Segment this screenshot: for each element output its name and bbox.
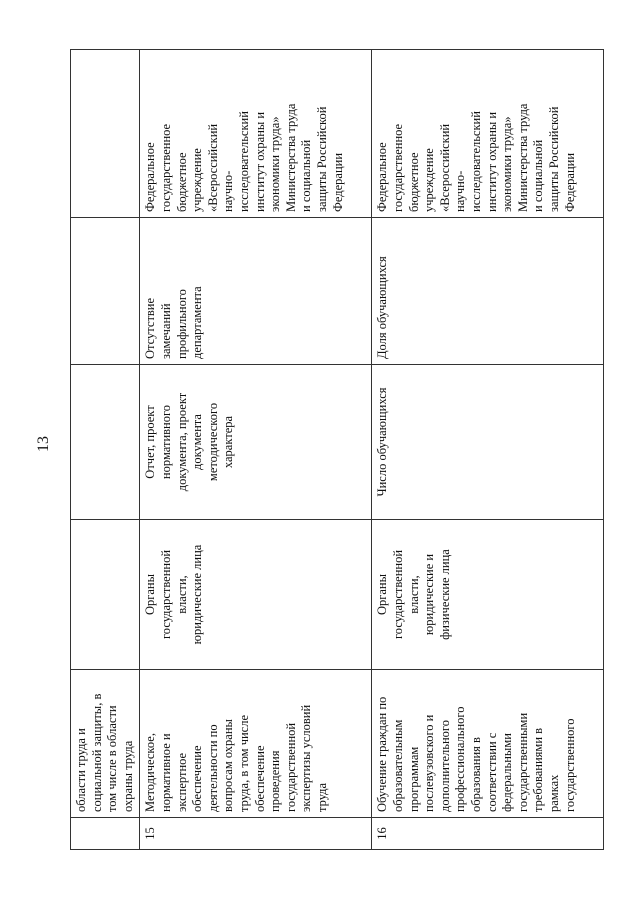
service-indicator: Отсутствие замечаний профильного департамента (143, 286, 205, 359)
service-result: Отчет, проект нормативного документа, проект документа методического характера (143, 392, 236, 492)
cell-indicator (71, 218, 140, 365)
service-consumers: Органы государственной власти, юридические лица (143, 544, 205, 645)
cell-indicator (372, 218, 604, 365)
service-name: Обучение граждан по образовательным программам послевузовского и дополнительного профессионального образования в соответствии с федеральными государственными требованиями в рамках государственного (375, 696, 577, 812)
cell-consumers (372, 520, 604, 670)
cell-num (140, 818, 372, 850)
services-table (70, 49, 604, 850)
table-row (372, 50, 604, 850)
cell-result (372, 365, 604, 520)
table-row (140, 50, 372, 850)
row-number: 15 (143, 827, 158, 840)
cell-executor (71, 50, 140, 218)
row-number: 16 (375, 827, 390, 840)
service-result: Число обучающихся (375, 387, 390, 497)
page-number: 13 (35, 436, 52, 452)
cell-executor (372, 50, 604, 218)
cell-num (372, 818, 604, 850)
cell-result (71, 365, 140, 520)
service-name: Методическое, нормативное и экспертное обеспечение деятельности по вопросам охраны труда, в том числе обеспечение проведения государственной экспертизы условий труда (143, 704, 329, 812)
cell-num (71, 818, 140, 850)
rotated-table-wrapper (70, 50, 600, 850)
cell-executor (140, 50, 372, 218)
cell-name (372, 670, 604, 818)
cell-result (140, 365, 372, 520)
service-executor: Федеральное государственное бюджетное учреждение «Всероссийский научно- исследовательский институт охраны и экономики труда» Министерства труда и социальной защиты Российской Федерации (143, 103, 345, 212)
cell-indicator (140, 218, 372, 365)
service-executor: Федеральное государственное бюджетное учреждение «Всероссийский научно- исследовательский институт охраны и экономики труда» Министерства труда и социальной защиты Российской Федерации (375, 103, 577, 212)
service-indicator: Доля обучающихся (375, 256, 390, 359)
cell-consumers (71, 520, 140, 670)
service-consumers: Органы государственной власти, юридические и физические лица (375, 549, 452, 640)
cell-name (140, 670, 372, 818)
cell-name (71, 670, 140, 818)
service-name-continuation: области труда и социальной защиты, в том числе в области охраны труда (74, 693, 135, 812)
table-row-continuation (71, 50, 140, 850)
cell-consumers (140, 520, 372, 670)
